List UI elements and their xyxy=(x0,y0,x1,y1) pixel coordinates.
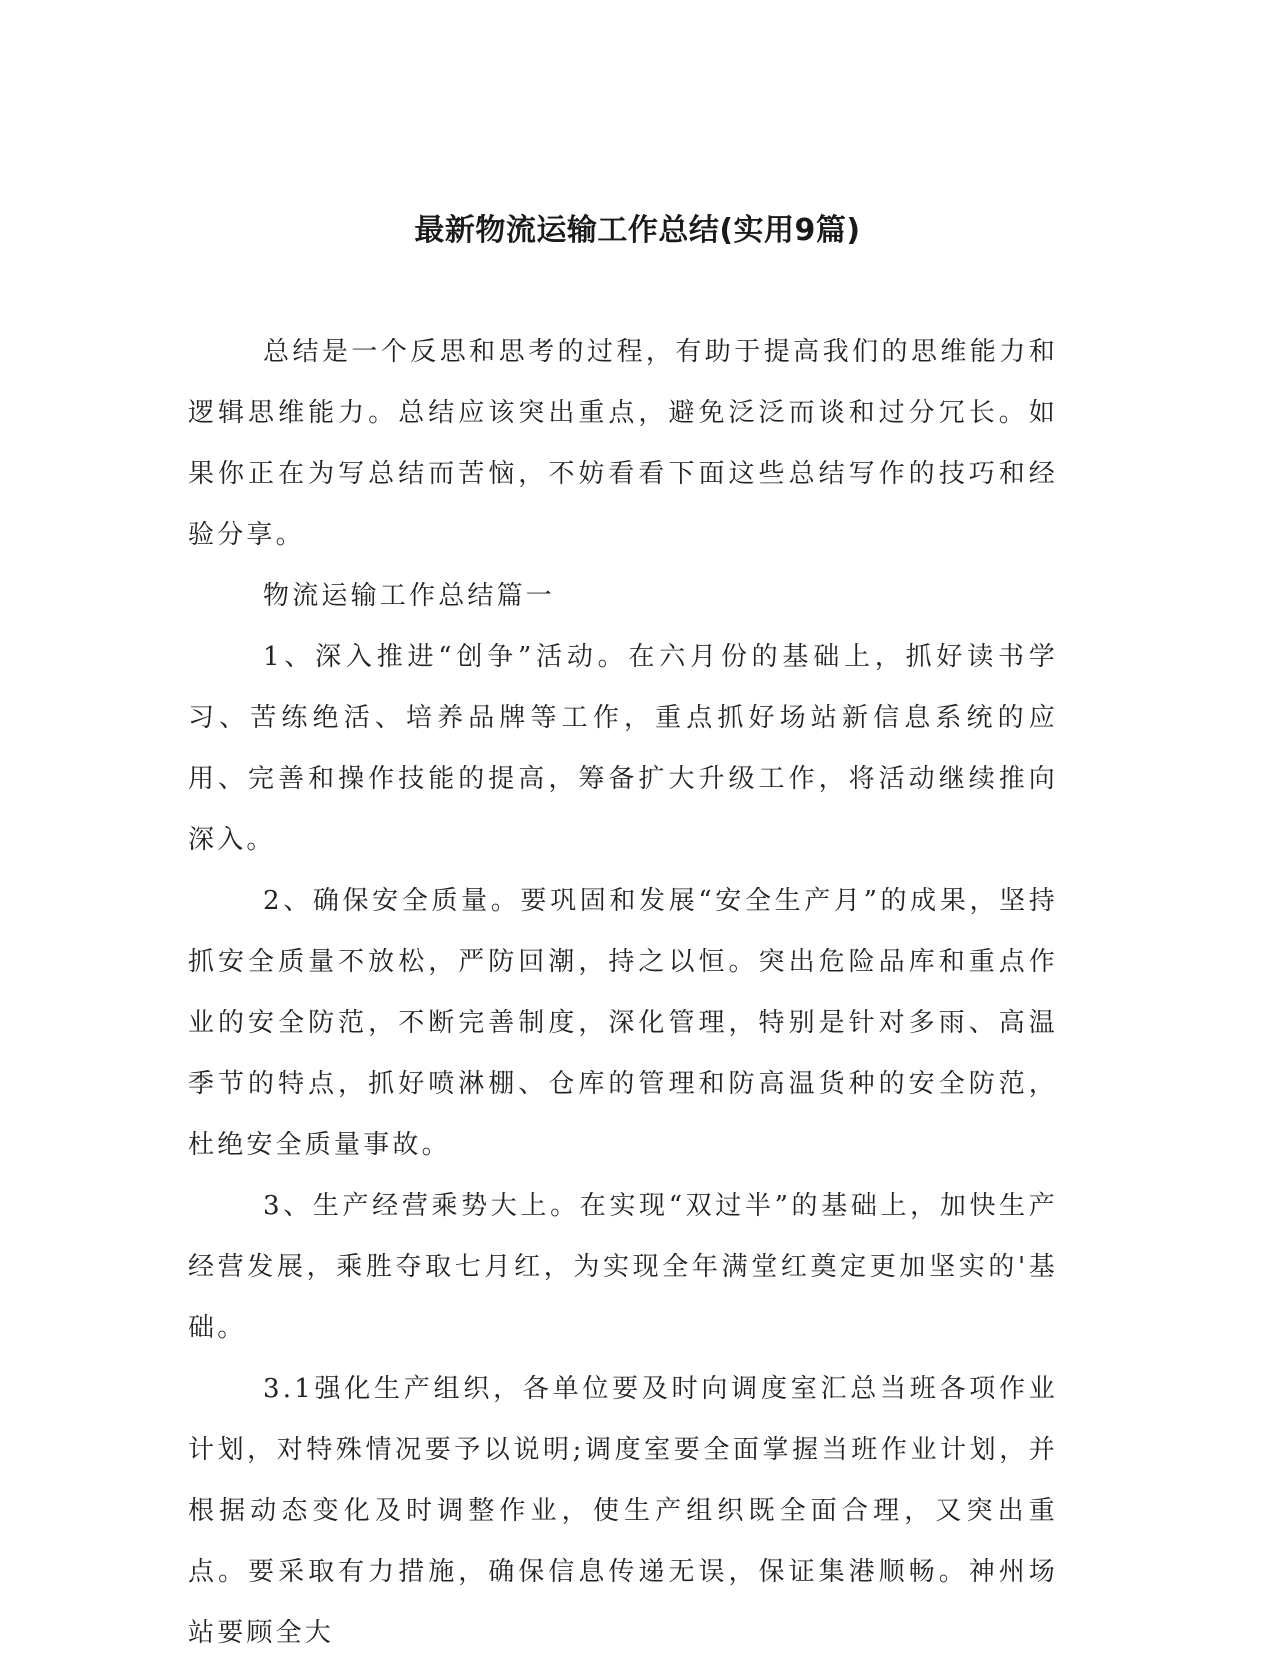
list-item-3: 3、生产经营乘势大上。在实现“双过半”的基础上，加快生产经营发展，乘胜夺取七月红，为实现全年满堂红奠定更加坚实的'基础。 xyxy=(188,1191,1058,1343)
document-body xyxy=(188,322,1058,1664)
list-item-1: 1、深入推进“创争”活动。在六月份的基础上，抓好读书学习、苦练绝活、培养品牌等工作，重点抓好场站新信息系统的应用、完善和操作技能的提高，筹备扩大升级工作，将活动继续推向深入。 xyxy=(188,642,1058,855)
document-title: 最新物流运输工作总结(实用9篇) xyxy=(414,213,861,248)
list-item-2: 2、确保安全质量。要巩固和发展“安全生产月”的成果，坚持抓安全质量不放松，严防回潮，持之以恒。突出危险品库和重点作业的安全防范，不断完善制度，深化管理，特别是针对多雨、高温季节的特点，抓好喷淋棚、仓库的管理和防高温货种的安全防范，杜绝安全质量事故。 xyxy=(188,886,1058,1160)
list-item-3-1: 3.1强化生产组织，各单位要及时向调度室汇总当班各项作业计划，对特殊情况要予以说明;调度室要全面掌握当班作业计划，并根据动态变化及时调整作业，使生产组织既全面合理，又突出重点。要采取有力措施，确保信息传递无误，保证集港顺畅。神州场站要顾全大 xyxy=(188,1374,1058,1648)
section-heading: 物流运输工作总结篇一 xyxy=(263,581,556,611)
intro-paragraph: 总结是一个反思和思考的过程，有助于提高我们的思维能力和逻辑思维能力。总结应该突出重点，避免泛泛而谈和过分冗长。如果你正在为写总结而苦恼，不妨看看下面这些总结写作的技巧和经验分享。 xyxy=(188,337,1058,550)
